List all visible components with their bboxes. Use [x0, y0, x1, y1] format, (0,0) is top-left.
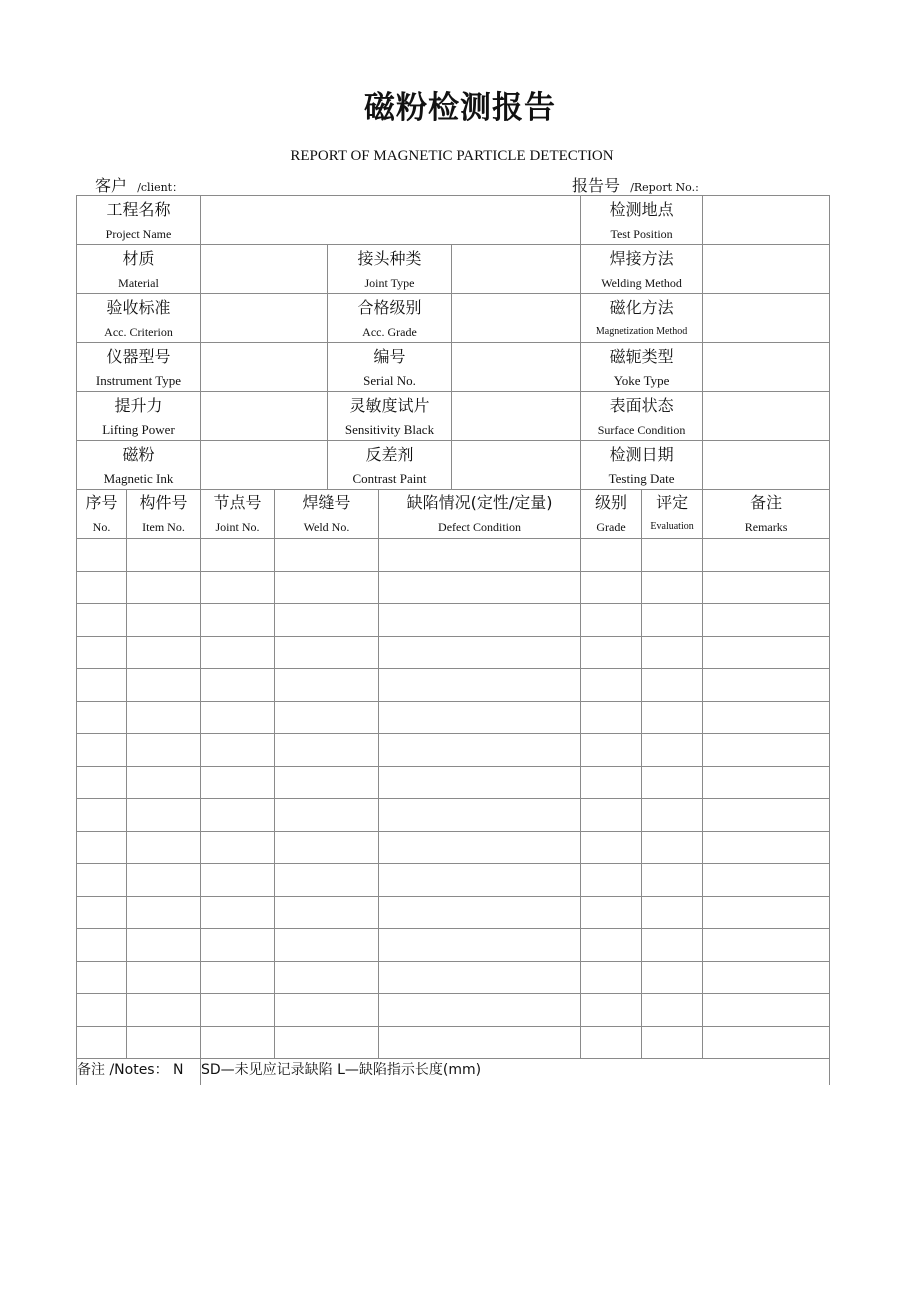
table-row	[77, 896, 830, 929]
serial-no-label	[328, 343, 452, 392]
column-header-weld-no	[275, 490, 379, 539]
table-cell[interactable]	[379, 571, 581, 604]
column-header-en: Grade	[596, 520, 626, 534]
table-cell[interactable]	[703, 831, 830, 864]
yoke-type-label-cn: 磁轭类型	[609, 347, 674, 366]
table-cell[interactable]	[379, 766, 581, 799]
table-cell[interactable]	[379, 604, 581, 637]
table-cell[interactable]	[581, 766, 642, 799]
table-row	[77, 669, 830, 702]
table-cell[interactable]	[77, 831, 127, 864]
table-cell[interactable]	[127, 961, 201, 994]
table-cell[interactable]	[581, 831, 642, 864]
client-label-cn: 客户	[95, 176, 128, 195]
table-cell[interactable]	[642, 604, 703, 637]
client-field[interactable]	[95, 173, 183, 196]
table-cell[interactable]	[275, 636, 379, 669]
table-cell[interactable]	[77, 929, 127, 962]
table-cell[interactable]	[379, 799, 581, 832]
table-cell[interactable]	[275, 669, 379, 702]
column-header-en: Weld No.	[303, 520, 350, 534]
table-cell[interactable]	[77, 896, 127, 929]
report-table	[76, 195, 830, 1085]
table-cell[interactable]	[77, 701, 127, 734]
welding-method-value[interactable]	[703, 245, 830, 294]
table-cell[interactable]	[127, 669, 201, 702]
table-cell[interactable]	[379, 831, 581, 864]
table-cell[interactable]	[77, 961, 127, 994]
table-cell[interactable]	[127, 701, 201, 734]
sensitivity-black-value[interactable]	[452, 392, 581, 441]
yoke-type-label	[581, 343, 703, 392]
page-subtitle: REPORT OF MAGNETIC PARTICLE DETECTION	[290, 148, 614, 164]
yoke-type-label-en: Yoke Type	[613, 373, 670, 388]
table-cell[interactable]	[201, 994, 275, 1027]
table-cell[interactable]	[77, 571, 127, 604]
sensitivity-black-label-en: Sensitivity Black	[344, 422, 435, 437]
column-header-cn: 焊缝号	[302, 493, 351, 512]
table-cell[interactable]	[201, 831, 275, 864]
report-no-label-cn: 报告号	[572, 176, 621, 195]
table-cell[interactable]	[77, 604, 127, 637]
table-cell[interactable]	[703, 636, 830, 669]
column-header-cn: 缺陷情况(定性/定量)	[406, 493, 553, 512]
notes-row	[77, 1059, 830, 1086]
table-cell[interactable]	[275, 961, 379, 994]
table-cell[interactable]	[275, 766, 379, 799]
column-header-evaluation	[642, 490, 703, 539]
project-name-label	[77, 196, 201, 245]
table-cell[interactable]	[77, 994, 127, 1027]
table-row	[77, 539, 830, 572]
table-cell[interactable]	[201, 929, 275, 962]
info-row	[77, 196, 830, 245]
acc-grade-value[interactable]	[452, 294, 581, 343]
table-cell[interactable]	[275, 799, 379, 832]
table-cell[interactable]	[703, 994, 830, 1027]
project-name-label-cn: 工程名称	[106, 200, 171, 219]
magnetization-method-label-cn: 磁化方法	[609, 298, 674, 317]
table-cell[interactable]	[703, 539, 830, 572]
table-cell[interactable]	[201, 1026, 275, 1059]
table-cell[interactable]	[201, 636, 275, 669]
column-header-cn: 评定	[656, 493, 689, 512]
table-cell[interactable]	[379, 896, 581, 929]
column-header-row	[77, 490, 830, 539]
material-label-en: Material	[118, 276, 159, 290]
table-cell[interactable]	[201, 766, 275, 799]
column-header-en: Evaluation	[650, 521, 694, 532]
lifting-power-value[interactable]	[201, 392, 328, 441]
table-cell[interactable]	[703, 961, 830, 994]
column-header-grade	[581, 490, 642, 539]
table-cell[interactable]	[379, 636, 581, 669]
joint-type-label	[328, 245, 452, 294]
table-row	[77, 929, 830, 962]
table-cell[interactable]	[703, 766, 830, 799]
table-cell[interactable]	[275, 604, 379, 637]
table-cell[interactable]	[703, 864, 830, 897]
table-cell[interactable]	[642, 831, 703, 864]
info-row	[77, 343, 830, 392]
table-cell[interactable]	[201, 669, 275, 702]
table-cell[interactable]	[642, 896, 703, 929]
table-cell[interactable]	[703, 799, 830, 832]
testing-date-value[interactable]	[703, 441, 830, 490]
lifting-power-label	[77, 392, 201, 441]
table-cell[interactable]	[703, 734, 830, 767]
table-cell[interactable]	[77, 1026, 127, 1059]
joint-type-value[interactable]	[452, 245, 581, 294]
table-cell[interactable]	[77, 799, 127, 832]
acc-grade-label-en: Acc. Grade	[362, 325, 417, 339]
acc-grade-label-cn: 合格级别	[357, 298, 422, 317]
yoke-type-value[interactable]	[703, 343, 830, 392]
magnetic-ink-value[interactable]	[201, 441, 328, 490]
notes-label: 备注 /Notes： N	[77, 1059, 201, 1086]
table-row	[77, 766, 830, 799]
info-row	[77, 294, 830, 343]
joint-type-label-cn: 接头种类	[357, 249, 422, 268]
table-cell[interactable]	[581, 864, 642, 897]
table-cell[interactable]	[642, 961, 703, 994]
test-position-label	[581, 196, 703, 245]
table-cell[interactable]	[703, 896, 830, 929]
acc-grade-label	[328, 294, 452, 343]
table-cell[interactable]	[642, 636, 703, 669]
welding-method-label-en: Welding Method	[601, 276, 682, 290]
table-cell[interactable]	[201, 896, 275, 929]
table-cell[interactable]	[703, 669, 830, 702]
info-row	[77, 392, 830, 441]
table-cell[interactable]	[581, 636, 642, 669]
table-cell[interactable]	[201, 961, 275, 994]
surface-condition-label-cn: 表面状态	[609, 396, 674, 415]
table-cell[interactable]	[581, 896, 642, 929]
info-row	[77, 245, 830, 294]
table-cell[interactable]	[703, 604, 830, 637]
instrument-type-value[interactable]	[201, 343, 328, 392]
column-header-item-no	[127, 490, 201, 539]
serial-no-label-cn: 编号	[373, 347, 406, 366]
table-cell[interactable]	[703, 571, 830, 604]
magnetic-ink-label	[77, 441, 201, 490]
table-cell[interactable]	[201, 734, 275, 767]
surface-condition-label	[581, 392, 703, 441]
table-cell[interactable]	[201, 539, 275, 572]
table-cell[interactable]	[77, 864, 127, 897]
column-header-joint-no	[201, 490, 275, 539]
notes-text: SD—未见应记录缺陷 L—缺陷指示长度(mm)	[201, 1059, 830, 1086]
welding-method-label	[581, 245, 703, 294]
table-cell[interactable]	[127, 571, 201, 604]
column-header-cn: 序号	[85, 493, 118, 512]
table-cell[interactable]	[275, 1026, 379, 1059]
table-row	[77, 571, 830, 604]
table-cell[interactable]	[379, 864, 581, 897]
table-cell[interactable]	[379, 734, 581, 767]
surface-condition-value[interactable]	[703, 392, 830, 441]
column-header-en: Defect Condition	[438, 520, 522, 534]
table-cell[interactable]	[581, 539, 642, 572]
welding-method-label-cn: 焊接方法	[609, 249, 674, 268]
testing-date-label-cn: 检测日期	[609, 445, 674, 464]
table-row	[77, 799, 830, 832]
table-row	[77, 831, 830, 864]
column-header-no	[77, 490, 127, 539]
page-title: 磁粉检测报告	[364, 90, 556, 126]
column-header-remarks	[703, 490, 830, 539]
contrast-paint-label-en: Contrast Paint	[352, 471, 427, 486]
table-cell[interactable]	[275, 571, 379, 604]
table-cell[interactable]	[127, 929, 201, 962]
column-header-cn: 节点号	[213, 493, 262, 512]
table-cell[interactable]	[77, 669, 127, 702]
table-cell[interactable]	[275, 896, 379, 929]
table-cell[interactable]	[703, 1026, 830, 1059]
table-cell[interactable]	[642, 929, 703, 962]
table-cell[interactable]	[379, 669, 581, 702]
table-cell[interactable]	[275, 539, 379, 572]
table-cell[interactable]	[642, 799, 703, 832]
contrast-paint-label-cn: 反差剂	[365, 445, 414, 464]
table-cell[interactable]	[127, 734, 201, 767]
table-cell[interactable]	[642, 539, 703, 572]
sensitivity-black-label	[328, 392, 452, 441]
table-cell[interactable]	[642, 701, 703, 734]
column-header-defect-condition	[379, 490, 581, 539]
magnetization-method-label	[581, 294, 703, 343]
info-row	[77, 441, 830, 490]
table-cell[interactable]	[642, 994, 703, 1027]
table-cell[interactable]	[127, 766, 201, 799]
project-name-label-en: Project Name	[105, 227, 172, 241]
table-cell[interactable]	[127, 994, 201, 1027]
table-cell[interactable]	[581, 1026, 642, 1059]
table-row	[77, 1026, 830, 1059]
table-cell[interactable]	[127, 864, 201, 897]
table-cell[interactable]	[127, 831, 201, 864]
table-cell[interactable]	[642, 766, 703, 799]
table-cell[interactable]	[642, 1026, 703, 1059]
table-cell[interactable]	[77, 734, 127, 767]
instrument-type-label-cn: 仪器型号	[106, 347, 171, 366]
table-cell[interactable]	[379, 1026, 581, 1059]
table-cell[interactable]	[77, 539, 127, 572]
table-cell[interactable]	[581, 961, 642, 994]
table-cell[interactable]	[581, 799, 642, 832]
table-cell[interactable]	[581, 571, 642, 604]
column-header-en: Joint No.	[215, 520, 260, 534]
table-cell[interactable]	[642, 864, 703, 897]
acc-criterion-value[interactable]	[201, 294, 328, 343]
column-header-en: No.	[92, 520, 111, 534]
table-row	[77, 701, 830, 734]
column-header-cn: 级别	[595, 493, 628, 512]
magnetization-method-label-en: Magnetization Method	[595, 326, 688, 337]
magnetic-ink-label-en: Magnetic Ink	[103, 471, 174, 486]
table-cell[interactable]	[379, 961, 581, 994]
table-cell[interactable]	[581, 734, 642, 767]
table-cell[interactable]	[703, 929, 830, 962]
column-header-en: Remarks	[744, 520, 788, 534]
report-no-label-en: /Report No.:	[630, 181, 699, 194]
table-cell[interactable]	[379, 994, 581, 1027]
table-row	[77, 734, 830, 767]
table-cell[interactable]	[581, 701, 642, 734]
material-label	[77, 245, 201, 294]
table-cell[interactable]	[201, 701, 275, 734]
table-cell[interactable]	[127, 1026, 201, 1059]
lifting-power-label-en: Lifting Power	[102, 422, 175, 437]
table-cell[interactable]	[581, 604, 642, 637]
testing-date-label	[581, 441, 703, 490]
project-name-value[interactable]	[201, 196, 581, 245]
acc-criterion-label-cn: 验收标准	[106, 298, 171, 317]
table-cell[interactable]	[275, 994, 379, 1027]
test-position-value[interactable]	[703, 196, 830, 245]
table-cell[interactable]	[77, 636, 127, 669]
client-label-en: /client：	[137, 181, 184, 194]
table-row	[77, 864, 830, 897]
instrument-type-label-en: Instrument Type	[95, 373, 182, 388]
table-cell[interactable]	[703, 701, 830, 734]
table-cell[interactable]	[379, 701, 581, 734]
instrument-type-label	[77, 343, 201, 392]
contrast-paint-value[interactable]	[452, 441, 581, 490]
table-cell[interactable]	[379, 539, 581, 572]
table-cell[interactable]	[581, 994, 642, 1027]
table-cell[interactable]	[127, 896, 201, 929]
magnetic-ink-label-cn: 磁粉	[122, 445, 155, 464]
test-position-label-cn: 检测地点	[609, 200, 674, 219]
joint-type-label-en: Joint Type	[364, 276, 415, 290]
table-cell[interactable]	[642, 734, 703, 767]
table-cell[interactable]	[642, 571, 703, 604]
serial-no-label-en: Serial No.	[363, 373, 416, 388]
table-cell[interactable]	[581, 929, 642, 962]
table-cell[interactable]	[275, 734, 379, 767]
table-cell[interactable]	[127, 799, 201, 832]
table-row	[77, 636, 830, 669]
table-cell[interactable]	[275, 831, 379, 864]
table-cell[interactable]	[275, 864, 379, 897]
table-cell[interactable]	[275, 701, 379, 734]
table-cell[interactable]	[201, 571, 275, 604]
column-header-en: Item No.	[142, 520, 185, 534]
table-cell[interactable]	[201, 799, 275, 832]
sensitivity-black-label-cn: 灵敏度试片	[349, 396, 430, 415]
table-cell[interactable]	[127, 604, 201, 637]
surface-condition-label-en: Surface Condition	[597, 423, 686, 437]
column-header-cn: 备注	[750, 493, 783, 512]
testing-date-label-en: Testing Date	[608, 471, 675, 486]
table-cell[interactable]	[127, 636, 201, 669]
table-row	[77, 994, 830, 1027]
table-cell[interactable]	[77, 766, 127, 799]
magnetization-method-value[interactable]	[703, 294, 830, 343]
acc-criterion-label-en: Acc. Criterion	[104, 325, 173, 339]
table-cell[interactable]	[201, 864, 275, 897]
acc-criterion-label	[77, 294, 201, 343]
contrast-paint-label	[328, 441, 452, 490]
table-row	[77, 961, 830, 994]
column-header-cn: 构件号	[139, 493, 188, 512]
test-position-label-en: Test Position	[610, 227, 673, 241]
table-cell[interactable]	[127, 539, 201, 572]
lifting-power-label-cn: 提升力	[114, 396, 163, 415]
serial-no-value[interactable]	[452, 343, 581, 392]
table-cell[interactable]	[201, 604, 275, 637]
table-cell[interactable]	[275, 929, 379, 962]
table-cell[interactable]	[642, 669, 703, 702]
table-cell[interactable]	[379, 929, 581, 962]
material-value[interactable]	[201, 245, 328, 294]
table-row	[77, 604, 830, 637]
table-cell[interactable]	[581, 669, 642, 702]
material-label-cn: 材质	[122, 249, 155, 268]
report-no-field[interactable]	[572, 173, 699, 196]
